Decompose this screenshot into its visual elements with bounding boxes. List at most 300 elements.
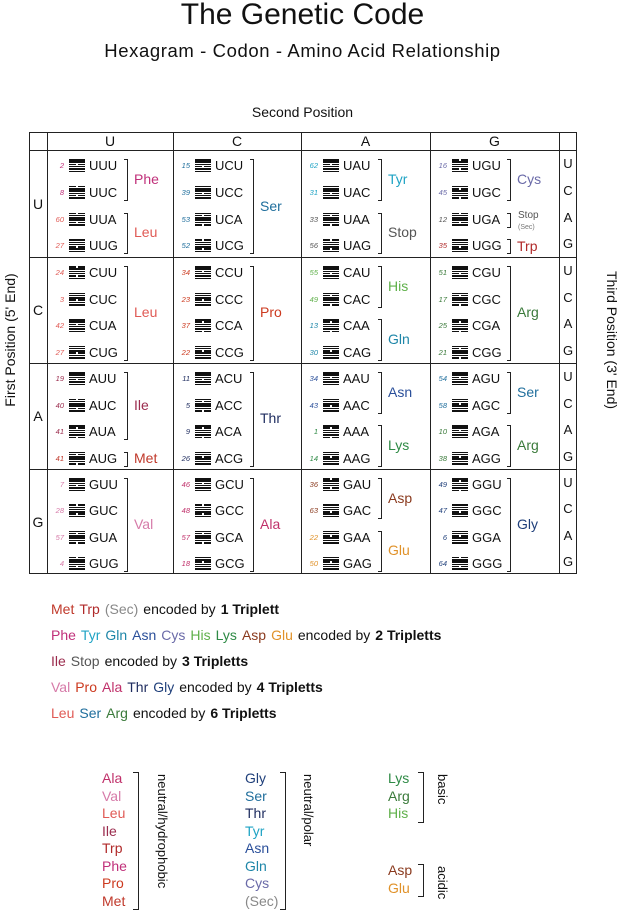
- hexagram-number: 42: [55, 321, 64, 330]
- legend-row: [51, 704, 277, 722]
- codon-label: GAU: [343, 477, 372, 492]
- codon-label: GCU: [215, 477, 244, 492]
- page-subtitle: Hexagram - Codon - Amino Acid Relationship: [104, 40, 501, 61]
- hexagram-number: 52: [181, 241, 190, 251]
- codon-label: UCC: [215, 184, 244, 200]
- third-base-g: G: [562, 342, 574, 358]
- group-amino-acid: Ser: [245, 787, 267, 804]
- codon-label: ACU: [215, 371, 243, 386]
- hexagram-number: 13: [309, 321, 318, 330]
- amino-acid-trp: Trp: [517, 237, 538, 254]
- amino-acid-leu: Leu: [134, 304, 158, 321]
- codon-label: CAG: [343, 344, 372, 360]
- page-title: The Genetic Code: [180, 0, 425, 31]
- legend-count: 6: [210, 705, 219, 721]
- group-amino-acid: (Sec): [245, 892, 279, 909]
- hexagram-icon: [69, 293, 85, 306]
- group-amino-acid: Lys: [388, 770, 410, 786]
- group-amino-acid: Asp: [388, 862, 413, 878]
- legend-amino-acid: Ser: [79, 705, 102, 721]
- hexagram-icon: [323, 504, 339, 517]
- legend-count: 2: [375, 627, 384, 643]
- codon-label: AGU: [472, 371, 501, 386]
- hexagram-icon: [323, 159, 339, 172]
- hexagram-number: 12: [438, 214, 447, 224]
- legend-prefix: encoded by: [132, 705, 206, 721]
- codon-label: UGU: [472, 158, 501, 173]
- amino-acid-bracket: [250, 266, 254, 361]
- codon-label: GUA: [89, 529, 118, 545]
- amino-acid-bracket: [378, 478, 382, 519]
- hexagram-number: 53: [181, 214, 190, 224]
- hexagram-icon: [452, 319, 468, 332]
- hexagram-number: 35: [438, 241, 447, 251]
- codon-label: UAC: [343, 184, 371, 200]
- hexagram-icon: [323, 319, 339, 332]
- codon-label: CCC: [215, 291, 244, 307]
- grid-column-divider: [47, 132, 48, 574]
- third-base-c: C: [563, 289, 573, 305]
- hexagram-icon: [69, 557, 85, 570]
- hexagram-number: 64: [438, 558, 447, 568]
- hexagram-number: 63: [309, 506, 318, 516]
- first-base-a: A: [33, 408, 43, 424]
- first-base-g: G: [32, 513, 44, 530]
- amino-acid-asp: Asp: [388, 489, 413, 506]
- hexagram-icon: [69, 159, 85, 172]
- hexagram-icon: [195, 159, 211, 172]
- legend-amino-acid: Thr: [127, 679, 149, 695]
- codon-label: ACA: [215, 424, 242, 439]
- amino-acid-bracket: [378, 266, 382, 308]
- grid-row-divider: [29, 257, 577, 258]
- hexagram-icon: [195, 425, 211, 438]
- codon-label: UGG: [472, 238, 502, 254]
- hexagram-number: 23: [181, 294, 190, 304]
- group-amino-acid: Phe: [102, 857, 127, 874]
- hexagram-icon: [69, 213, 85, 226]
- hexagram-number: 8: [59, 187, 64, 197]
- hexagram-icon: [69, 346, 85, 359]
- hexagram-icon: [323, 186, 339, 199]
- hexagram-icon: [195, 557, 211, 570]
- amino-acid-lys: Lys: [388, 436, 410, 453]
- hexagram-number: 1: [313, 427, 318, 436]
- legend-amino-acid: (Sec): [104, 601, 139, 617]
- legend-suffix: Tripletts: [268, 679, 323, 695]
- codon-label: CCA: [215, 318, 243, 333]
- codon-label: GGG: [472, 555, 503, 571]
- hexagram-icon: [323, 452, 339, 465]
- hexagram-number: 34: [181, 268, 190, 277]
- amino-acid-bracket: [507, 266, 511, 361]
- codon-label: UUG: [89, 238, 118, 254]
- codon-label: CGA: [472, 318, 501, 333]
- hexagram-icon: [195, 319, 211, 332]
- hexagram-number: 9: [185, 427, 190, 436]
- amino-acid-bracket: [507, 213, 511, 228]
- first-base-c: C: [32, 302, 44, 318]
- amino-acid-bracket: [124, 159, 128, 201]
- third-base-a: A: [563, 209, 573, 225]
- amino-acid-bracket: [378, 319, 382, 361]
- hexagram-number: 19: [55, 374, 64, 383]
- hexagram-icon: [195, 346, 211, 359]
- hexagram-number: 3: [59, 294, 64, 304]
- amino-acid-stop: Stop: [388, 224, 417, 241]
- third-base-g: G: [562, 553, 574, 569]
- third-base-a: A: [563, 316, 573, 331]
- amino-acid-met: Met: [134, 450, 158, 466]
- hexagram-number: 49: [438, 480, 447, 489]
- hexagram-number: 34: [309, 374, 318, 383]
- amino-acid-bracket: [124, 372, 128, 440]
- hexagram-number: 10: [438, 427, 447, 436]
- hexagram-number: 5: [185, 400, 190, 410]
- codon-label: CUU: [89, 265, 118, 280]
- amino-acid-pro: Pro: [260, 304, 282, 321]
- hexagram-icon: [69, 478, 85, 491]
- legend-row: [51, 652, 248, 670]
- amino-acid-bracket: [250, 372, 254, 467]
- hexagram-number: 26: [181, 453, 190, 463]
- hexagram-number: 40: [55, 400, 64, 410]
- codon-label: AUG: [89, 450, 118, 466]
- legend-row: [51, 678, 323, 696]
- legend-suffix: Tripletts: [193, 653, 249, 669]
- amino-acid-tyr: Tyr: [388, 170, 408, 187]
- amino-acid-gly: Gly: [517, 515, 538, 532]
- amino-acid-bracket: [124, 213, 128, 255]
- codon-label: CCG: [215, 344, 244, 360]
- third-base-a: A: [563, 422, 573, 437]
- hexagram-number: 45: [438, 187, 447, 197]
- legend-amino-acid: Gln: [105, 627, 128, 643]
- hexagram-icon: [452, 478, 468, 491]
- codon-label: UGC: [472, 184, 501, 200]
- legend-count: 1: [220, 601, 229, 617]
- legend-amino-acid: Ile: [51, 653, 66, 669]
- hexagram-number: 57: [55, 532, 64, 542]
- hexagram-number: 11: [182, 374, 190, 383]
- codon-label: GCC: [215, 503, 244, 519]
- hexagram-icon: [195, 452, 211, 465]
- third-base-c: C: [563, 501, 573, 517]
- hexagram-number: 7: [59, 480, 64, 489]
- hexagram-icon: [69, 399, 85, 412]
- group-amino-acid: Glu: [388, 879, 410, 896]
- third-base-u: U: [563, 156, 573, 171]
- group-amino-acid: Asn: [245, 840, 270, 856]
- hexagram-icon: [452, 531, 468, 544]
- codon-label: CGU: [472, 265, 501, 280]
- hexagram-icon: [195, 478, 211, 491]
- legend-count: 3: [182, 653, 190, 669]
- codon-label: CGG: [472, 344, 502, 360]
- third-base-g: G: [562, 236, 574, 252]
- amino-acid-bracket: [124, 478, 128, 572]
- hexagram-icon: [452, 239, 468, 252]
- legend-amino-acid: Cys: [161, 627, 186, 643]
- hexagram-number: 28: [55, 506, 64, 516]
- hexagram-number: 50: [309, 558, 318, 568]
- hexagram-number: 48: [181, 506, 190, 516]
- group-amino-acid: Thr: [245, 805, 266, 821]
- hexagram-icon: [452, 159, 468, 172]
- hexagram-number: 14: [309, 453, 318, 463]
- hexagram-number: 55: [309, 268, 318, 277]
- hexagram-number: 43: [309, 400, 318, 410]
- codon-label: GUG: [89, 555, 119, 571]
- amino-acid-bracket: [378, 425, 382, 467]
- group-amino-acid: Ala: [102, 770, 123, 786]
- amino-acid-bracket: [378, 213, 382, 255]
- grid-column-divider: [301, 132, 302, 574]
- hexagram-number: 57: [181, 532, 190, 542]
- codon-label: AUC: [89, 397, 117, 413]
- hexagram-icon: [452, 557, 468, 570]
- hexagram-icon: [69, 504, 85, 517]
- hexagram-icon: [69, 531, 85, 544]
- group-amino-acid: Arg: [388, 787, 410, 804]
- hexagram-icon: [195, 372, 211, 385]
- second-position-label: Second Position: [251, 104, 354, 120]
- group-amino-acid: His: [388, 805, 409, 821]
- codon-label: GGA: [472, 529, 501, 545]
- group-label: neutral/hydrophobic: [155, 774, 170, 889]
- codon-label: UAG: [343, 238, 372, 254]
- codon-label: AUA: [89, 424, 116, 439]
- hexagram-number: 18: [181, 558, 190, 568]
- codon-label: GCG: [215, 555, 245, 571]
- group-amino-acid: Tyr: [245, 822, 265, 839]
- codon-label: AAU: [343, 371, 370, 386]
- group-amino-acid: Leu: [102, 805, 126, 821]
- amino-acid-bracket: [250, 478, 254, 572]
- hexagram-icon: [323, 425, 339, 438]
- legend-amino-acid: Tyr: [80, 627, 101, 643]
- legend-suffix: Triplett: [232, 601, 280, 617]
- codon-label: CAA: [343, 318, 370, 333]
- group-bracket: [280, 772, 286, 910]
- hexagram-icon: [69, 425, 85, 438]
- legend-amino-acid: Arg: [106, 705, 128, 721]
- hexagram-icon: [69, 372, 85, 385]
- hexagram-number: 6: [442, 532, 447, 542]
- amino-acid-arg: Arg: [517, 304, 539, 321]
- legend-row: [51, 626, 441, 644]
- hexagram-number: 49: [309, 294, 318, 304]
- hexagram-icon: [323, 266, 339, 279]
- amino-acid-thr: Thr: [260, 410, 281, 427]
- amino-acid-bracket: [124, 452, 128, 467]
- hexagram-icon: [452, 452, 468, 465]
- codon-label: GGC: [472, 503, 502, 519]
- third-position-label: Third Position (3' End): [604, 270, 620, 410]
- codon-label: AGA: [472, 424, 500, 439]
- legend-amino-acid: Asn: [132, 627, 157, 643]
- legend-suffix: Tripletts: [386, 627, 442, 643]
- codon-label: AGC: [472, 397, 501, 413]
- hexagram-number: 27: [55, 347, 64, 357]
- amino-acid-phe: Phe: [134, 170, 159, 187]
- legend-amino-acid: His: [190, 627, 211, 643]
- amino-acid-gln: Gln: [388, 330, 410, 347]
- hexagram-number: 47: [438, 506, 447, 516]
- grid-header-divider: [29, 150, 577, 151]
- hexagram-number: 39: [181, 187, 190, 197]
- amino-acid-glu: Glu: [388, 542, 410, 559]
- amino-acid-cys: Cys: [517, 170, 542, 187]
- codon-label: AGG: [472, 450, 501, 466]
- hexagram-icon: [452, 504, 468, 517]
- stop-text: Stop: [518, 209, 539, 221]
- legend-suffix: Tripletts: [222, 705, 277, 721]
- group-amino-acid: Val: [102, 787, 122, 804]
- codon-label: CCU: [215, 265, 244, 280]
- hexagram-icon: [452, 399, 468, 412]
- group-bracket: [133, 772, 139, 910]
- hexagram-icon: [323, 213, 339, 226]
- hexagram-number: 30: [309, 347, 318, 357]
- legend-amino-acid: Phe: [51, 627, 76, 643]
- second-base-a: A: [360, 133, 371, 149]
- amino-acid-bracket: [378, 531, 382, 572]
- third-base-u: U: [563, 475, 573, 490]
- second-base-g: G: [489, 133, 500, 149]
- hexagram-number: 36: [309, 480, 318, 489]
- amino-acid-ser: Ser: [517, 383, 539, 400]
- legend-prefix: encoded by: [297, 627, 371, 643]
- group-bracket: [418, 864, 424, 897]
- amino-acid-bracket: [378, 372, 382, 414]
- hexagram-icon: [452, 213, 468, 226]
- legend-amino-acid: Asp: [241, 627, 267, 643]
- codon-label: GAC: [343, 503, 372, 519]
- grid-column-divider: [173, 132, 174, 574]
- amino-acid-bracket: [507, 425, 511, 467]
- hexagram-icon: [452, 293, 468, 306]
- third-base-u: U: [563, 369, 573, 384]
- codon-label: CUG: [89, 344, 118, 360]
- amino-acid-leu: Leu: [134, 224, 158, 241]
- amino-acid-bracket: [507, 478, 511, 572]
- group-amino-acid: Ile: [102, 822, 117, 839]
- hexagram-icon: [195, 239, 211, 252]
- hexagram-number: 51: [438, 268, 447, 277]
- hexagram-number: 38: [438, 453, 447, 463]
- legend-amino-acid: Leu: [51, 705, 75, 721]
- group-amino-acid: Gly: [245, 770, 266, 786]
- codon-label: UUC: [89, 184, 118, 200]
- hexagram-icon: [323, 293, 339, 306]
- hexagram-icon: [323, 372, 339, 385]
- codon-label: UUU: [89, 158, 118, 173]
- hexagram-icon: [195, 504, 211, 517]
- codon-label: GAG: [343, 555, 372, 571]
- third-base-a: A: [563, 527, 573, 543]
- legend-amino-acid: Glu: [271, 627, 293, 643]
- amino-acid-asn: Asn: [388, 383, 413, 400]
- hexagram-icon: [452, 186, 468, 199]
- hexagram-icon: [195, 293, 211, 306]
- codon-label: UCA: [215, 211, 243, 227]
- first-base-u: U: [32, 195, 44, 212]
- hexagram-icon: [195, 399, 211, 412]
- third-base-u: U: [563, 263, 573, 278]
- stop-sec-label: [518, 210, 539, 233]
- amino-acid-bracket: [507, 239, 511, 254]
- codon-label: CGC: [472, 291, 501, 307]
- hexagram-number: 4: [59, 558, 64, 568]
- hexagram-number: 22: [309, 532, 318, 542]
- codon-label: AUU: [89, 371, 117, 386]
- codon-label: CAU: [343, 265, 371, 280]
- codon-label: UUA: [89, 211, 117, 227]
- codon-label: AAG: [343, 450, 371, 466]
- legend-amino-acid: Ala: [102, 679, 123, 695]
- codon-label: CUC: [89, 291, 118, 307]
- amino-acid-ala: Ala: [260, 515, 281, 532]
- codon-label: GAA: [343, 529, 371, 545]
- amino-acid-bracket: [507, 372, 511, 414]
- codon-label: UAA: [343, 211, 370, 227]
- third-base-c: C: [563, 395, 573, 411]
- hexagram-icon: [323, 346, 339, 359]
- codon-label: UCU: [215, 158, 244, 173]
- legend-prefix: encoded by: [104, 653, 178, 669]
- codon-label: UAU: [343, 158, 371, 173]
- third-base-g: G: [562, 448, 574, 464]
- hexagram-number: 41: [55, 453, 64, 463]
- codon-label: ACC: [215, 397, 243, 413]
- hexagram-number: 31: [309, 187, 318, 197]
- codon-label: ACG: [215, 450, 244, 466]
- codon-label: GGU: [472, 477, 502, 492]
- legend-amino-acid: Pro: [75, 679, 97, 695]
- group-amino-acid: Pro: [102, 875, 124, 891]
- legend-prefix: encoded by: [179, 679, 252, 695]
- hexagram-number: 60: [55, 214, 64, 224]
- codon-label: AAC: [343, 397, 370, 413]
- second-base-u: U: [104, 133, 116, 149]
- legend-amino-acid: Gly: [153, 679, 175, 695]
- hexagram-number: 16: [438, 161, 447, 170]
- hexagram-icon: [69, 239, 85, 252]
- group-amino-acid: Gln: [245, 857, 267, 874]
- hexagram-icon: [195, 213, 211, 226]
- legend-prefix: encoded by: [143, 601, 216, 617]
- grid-column-divider: [430, 132, 431, 574]
- hexagram-number: 25: [438, 321, 447, 330]
- group-amino-acid: Trp: [102, 840, 123, 856]
- hexagram-number: 46: [181, 480, 190, 489]
- codon-label: CAC: [343, 291, 371, 307]
- hexagram-icon: [323, 531, 339, 544]
- amino-acid-his: His: [388, 277, 409, 294]
- hexagram-number: 41: [55, 427, 64, 436]
- hexagram-icon: [323, 557, 339, 570]
- hexagram-number: 24: [55, 268, 64, 277]
- amino-acid-arg: Arg: [517, 436, 539, 453]
- sec-text: (Sec): [518, 223, 535, 231]
- hexagram-number: 62: [309, 161, 318, 170]
- hexagram-icon: [452, 346, 468, 359]
- legend-amino-acid: Stop: [70, 653, 100, 669]
- hexagram-icon: [452, 425, 468, 438]
- legend-amino-acid: Lys: [215, 627, 237, 643]
- hexagram-number: 33: [309, 214, 318, 224]
